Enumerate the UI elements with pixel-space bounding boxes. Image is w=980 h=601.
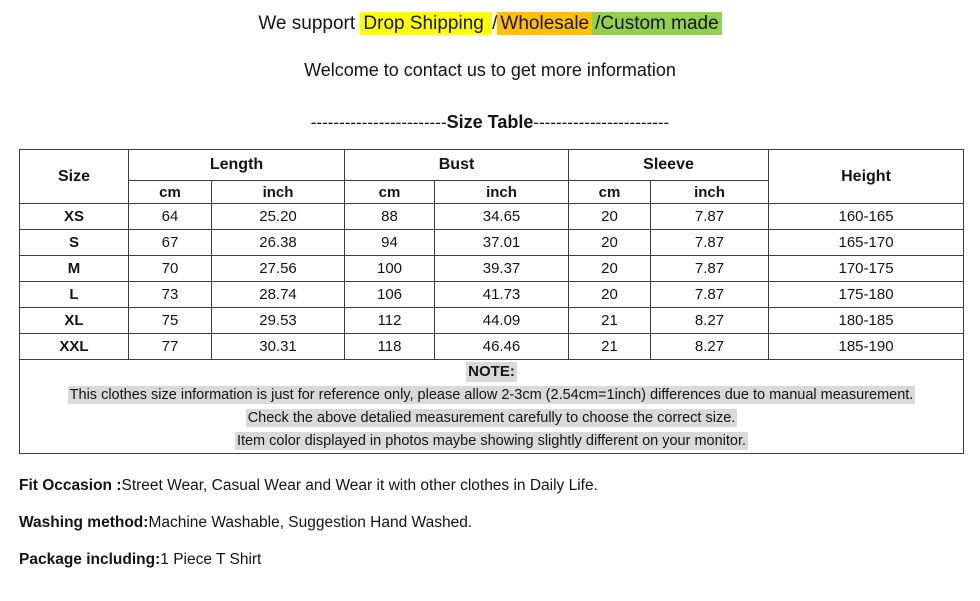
cell-size: XL xyxy=(20,308,129,334)
note-line: Check the above detalied measurement carefully to choose the correct size. xyxy=(247,410,736,426)
cell-bust-cm: 106 xyxy=(345,282,435,308)
cell-height: 170-175 xyxy=(769,256,964,282)
cell-sleeve-inch: 8.27 xyxy=(651,308,769,334)
size-row-m xyxy=(20,256,964,282)
package-including-line xyxy=(19,550,980,570)
cell-size: XS xyxy=(20,204,129,230)
cell-sleeve-cm: 20 xyxy=(569,282,651,308)
cell-sleeve-inch: 7.87 xyxy=(651,204,769,230)
cell-bust-cm: 100 xyxy=(345,256,435,282)
cell-length-cm: 70 xyxy=(129,256,212,282)
cell-length-inch: 25.20 xyxy=(212,204,345,230)
size-table-title: Size Table xyxy=(446,112,534,132)
size-table xyxy=(19,149,964,454)
col-header-length: Length xyxy=(129,150,345,181)
cell-height: 165-170 xyxy=(769,230,964,256)
cell-length-cm: 75 xyxy=(129,308,212,334)
custom-made-highlight: /Custom made xyxy=(592,12,722,35)
cell-length-inch: 28.74 xyxy=(212,282,345,308)
product-details xyxy=(19,476,980,570)
unit-header-length-inch: inch xyxy=(212,181,345,204)
unit-header-bust-cm: cm xyxy=(345,181,435,204)
cell-length-cm: 73 xyxy=(129,282,212,308)
cell-bust-cm: 112 xyxy=(345,308,435,334)
size-row-s xyxy=(20,230,964,256)
size-row-l xyxy=(20,282,964,308)
slash-separator: / xyxy=(492,13,498,34)
note-line: This clothes size information is just for reference only, please allow 2-3cm (2.54cm=1inch) differences due to manual measurement. xyxy=(69,387,914,403)
welcome-line: Welcome to contact us to get more information xyxy=(304,60,676,80)
package-including-text: 1 Piece T Shirt xyxy=(160,551,262,568)
cell-length-cm: 67 xyxy=(129,230,212,256)
fit-occasion-label: Fit Occasion : xyxy=(19,477,122,494)
cell-size: L xyxy=(20,282,129,308)
fit-occasion-line xyxy=(19,476,980,496)
cell-sleeve-cm: 20 xyxy=(569,204,651,230)
cell-length-inch: 27.56 xyxy=(212,256,345,282)
col-header-sleeve: Sleeve xyxy=(569,150,769,181)
drop-shipping-highlight: Drop Shipping xyxy=(360,12,492,35)
cell-sleeve-cm: 21 xyxy=(569,334,651,360)
cell-length-cm: 64 xyxy=(129,204,212,230)
cell-bust-cm: 94 xyxy=(345,230,435,256)
cell-height: 160-165 xyxy=(769,204,964,230)
washing-method-label: Washing method: xyxy=(19,514,149,531)
cell-sleeve-inch: 8.27 xyxy=(651,334,769,360)
support-prefix: We support xyxy=(258,13,361,34)
cell-sleeve-cm: 21 xyxy=(569,308,651,334)
dashes-right: ------------------------ xyxy=(533,113,670,132)
col-header-size: Size xyxy=(20,150,129,204)
wholesale-highlight: Wholesale xyxy=(497,12,592,35)
cell-length-inch: 26.38 xyxy=(212,230,345,256)
fit-occasion-text: Street Wear, Casual Wear and Wear it with other clothes in Daily Life. xyxy=(121,477,598,494)
support-banner xyxy=(0,11,980,37)
size-row-xs xyxy=(20,204,964,230)
cell-height: 175-180 xyxy=(769,282,964,308)
cell-bust-inch: 34.65 xyxy=(435,204,569,230)
unit-header-sleeve-inch: inch xyxy=(651,181,769,204)
col-header-height: Height xyxy=(769,150,964,204)
cell-length-cm: 77 xyxy=(129,334,212,360)
size-row-xl xyxy=(20,308,964,334)
note-section xyxy=(20,360,964,454)
unit-header-sleeve-cm: cm xyxy=(569,181,651,204)
cell-sleeve-inch: 7.87 xyxy=(651,282,769,308)
washing-method-text: Machine Washable, Suggestion Hand Washed. xyxy=(148,514,473,531)
note-label: NOTE: xyxy=(468,363,515,380)
cell-sleeve-cm: 20 xyxy=(569,230,651,256)
cell-length-inch: 29.53 xyxy=(212,308,345,334)
unit-header-length-cm: cm xyxy=(129,181,212,204)
product-description-page xyxy=(0,11,980,601)
unit-header-bust-inch: inch xyxy=(435,181,569,204)
cell-sleeve-inch: 7.87 xyxy=(651,256,769,282)
cell-length-inch: 30.31 xyxy=(212,334,345,360)
cell-height: 185-190 xyxy=(769,334,964,360)
dashes-left: ------------------------ xyxy=(310,113,447,132)
cell-bust-inch: 44.09 xyxy=(435,308,569,334)
cell-size: XXL xyxy=(20,334,129,360)
cell-size: S xyxy=(20,230,129,256)
package-including-label: Package including: xyxy=(19,551,161,568)
size-row-xxl xyxy=(20,334,964,360)
cell-sleeve-cm: 20 xyxy=(569,256,651,282)
cell-sleeve-inch: 7.87 xyxy=(651,230,769,256)
cell-height: 180-185 xyxy=(769,308,964,334)
cell-bust-cm: 88 xyxy=(345,204,435,230)
note-line: Item color displayed in photos maybe showing slightly different on your monitor. xyxy=(236,433,747,449)
cell-bust-cm: 118 xyxy=(345,334,435,360)
cell-size: M xyxy=(20,256,129,282)
cell-bust-inch: 41.73 xyxy=(435,282,569,308)
washing-method-line xyxy=(19,513,980,533)
col-header-bust: Bust xyxy=(345,150,569,181)
cell-bust-inch: 46.46 xyxy=(435,334,569,360)
cell-bust-inch: 39.37 xyxy=(435,256,569,282)
size-table-heading xyxy=(0,111,980,134)
cell-bust-inch: 37.01 xyxy=(435,230,569,256)
